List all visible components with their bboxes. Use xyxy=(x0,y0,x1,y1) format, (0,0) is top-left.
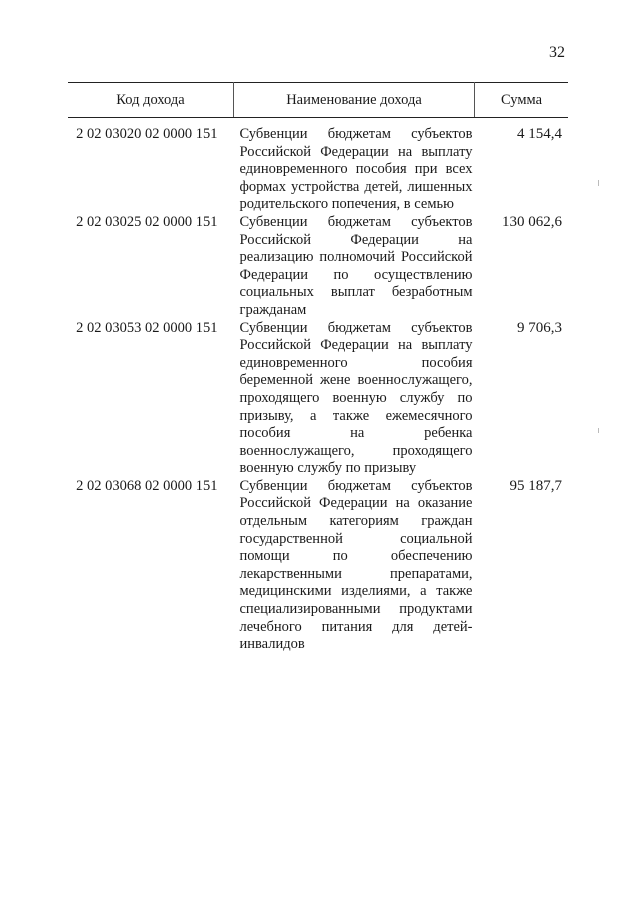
row-code: 2 02 03053 02 0000 151 xyxy=(76,319,218,336)
revenue-table-container xyxy=(68,82,566,654)
page-number: 32 xyxy=(549,44,565,61)
row-sum: 130 062,6 xyxy=(502,213,562,230)
row-name: Субвенции бюджетам субъектов Российской Федерации на реализацию полномочий Российской Федерации по осуществлению социальных выплат безработным гражданам xyxy=(239,213,473,318)
row-code: 2 02 03020 02 0000 151 xyxy=(76,126,218,142)
table-row xyxy=(68,118,568,214)
row-name: Субвенции бюджетам субъектов Российской Федерации на оказание отдельным категориям граждан государственной социальной помощи по обеспечению лекарственными препаратами, медицинскими изделиями, а также специализированными продуктами лечебного питания для детей-инвалидов xyxy=(239,477,473,653)
row-sum: 9 706,3 xyxy=(517,319,562,336)
header-sum: Сумма xyxy=(475,83,569,118)
row-name: Субвенции бюджетам субъектов Российской Федерации на выплату единовременного пособия при всех формах устройства детей, лишенных родительского попечения, в семью xyxy=(239,126,473,213)
row-code: 2 02 03068 02 0000 151 xyxy=(76,477,218,494)
header-code: Код дохода xyxy=(68,83,234,118)
table-row xyxy=(68,478,568,654)
row-code: 2 02 03025 02 0000 151 xyxy=(76,213,218,230)
row-name: Субвенции бюджетам субъектов Российской Федерации на выплату единовременного пособия беременной жене военнослужащего, проходящего военную службу по призыву, а также ежемесячного пособия на ребенка военнослужащего, проходящего военную службу по призыву xyxy=(239,319,473,477)
header-name: Наименование дохода xyxy=(234,83,475,118)
table-row xyxy=(68,214,568,320)
scan-mark xyxy=(598,180,599,186)
revenue-table xyxy=(68,82,568,654)
table-body xyxy=(68,118,568,654)
table-row xyxy=(68,320,568,478)
scan-mark xyxy=(598,428,599,433)
row-sum: 4 154,4 xyxy=(517,126,562,142)
row-sum: 95 187,7 xyxy=(509,477,562,494)
table-header xyxy=(68,83,568,118)
header-row xyxy=(68,83,568,118)
